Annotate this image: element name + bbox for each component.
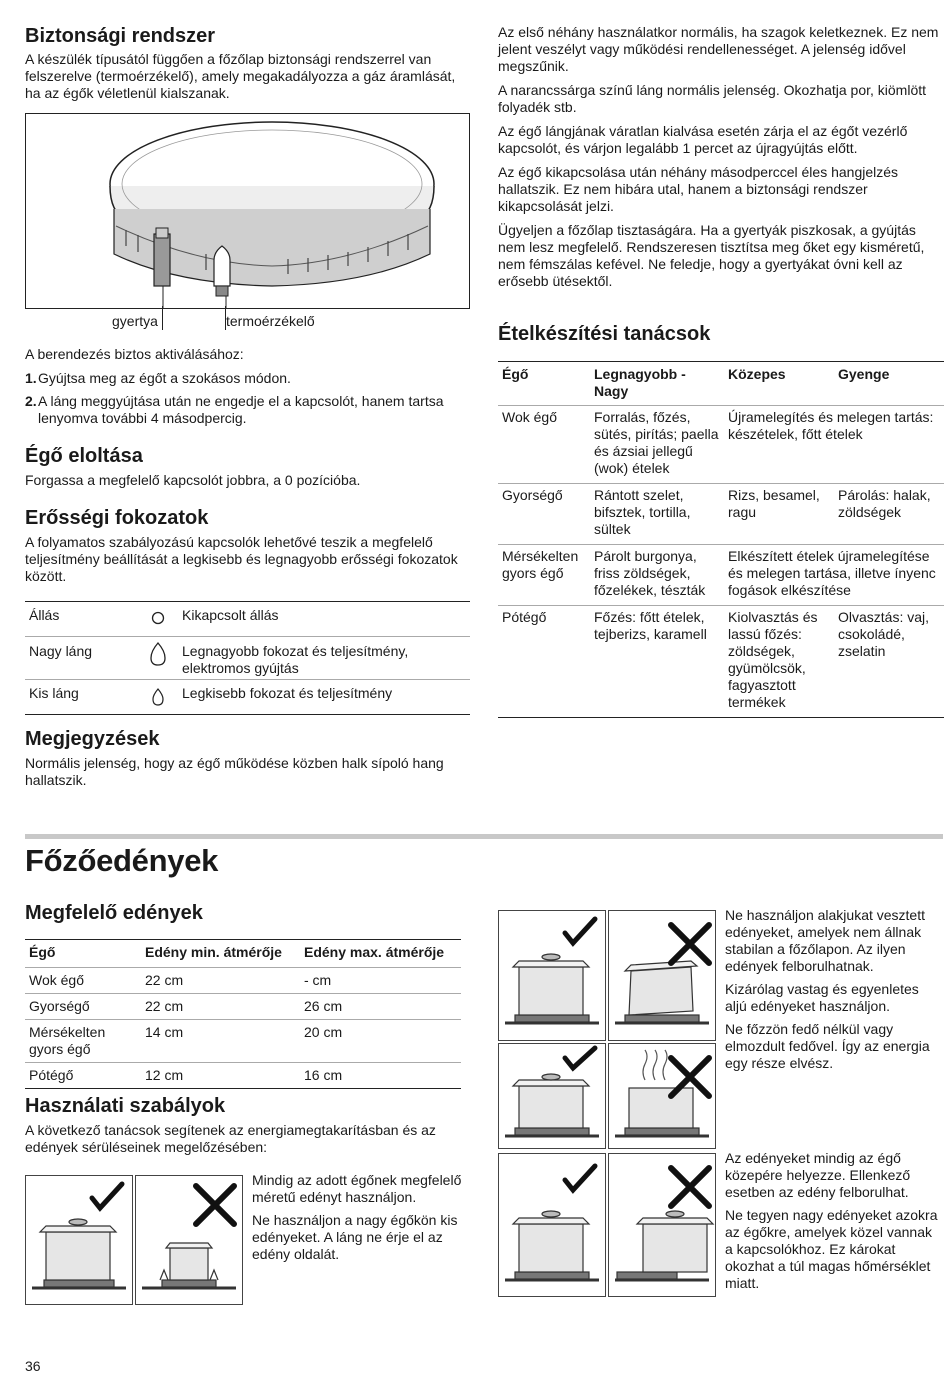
- tip-text: Ne tegyen nagy edényeket azokra az égőkre, amelyek közel vannak a kapcsolókhoz. Ez károkat okozhat a túl magas hőmérséklet miatt.: [725, 1207, 938, 1291]
- cell: Elkészített ételek újramelegítése és melegen tartása, illetve ínyenc fogások elkészítése: [728, 548, 936, 598]
- burner-illustration: [25, 113, 470, 309]
- level-desc: Legnagyobb fokozat és teljesítmény, elektromos gyújtás: [182, 643, 409, 676]
- step-number: 2.: [25, 393, 37, 409]
- cookware-table: [25, 939, 461, 1089]
- column-header: Égő: [29, 944, 56, 960]
- center-tips: [725, 1150, 943, 1292]
- extinguish-section: [25, 444, 465, 489]
- correct-pot-lid-picture: [498, 1043, 606, 1149]
- column-header: Edény max. átmérője: [304, 944, 445, 960]
- levels-section: [25, 506, 465, 585]
- step-1: [25, 370, 465, 387]
- correct-pot-centered-picture: [498, 1153, 606, 1297]
- cell: Pótégő: [29, 1067, 74, 1083]
- level-desc: Legkisebb fokozat és teljesítmény: [182, 685, 393, 701]
- shape-tips: [725, 907, 943, 1072]
- cell: Mérsékelten gyors égő: [502, 548, 579, 581]
- notes-section: [25, 727, 470, 789]
- safety-intro: A készülék típusától függően a főzőlap biztonsági rendszerrel van felszerelve (termoérzékelő), amely megakadályozza a gáz áramlását, ha az égők véletlenül kialszanak.: [25, 51, 456, 101]
- label-thermocouple: termoérzékelő: [226, 313, 315, 329]
- step-number: 1.: [25, 370, 37, 386]
- cell: Párolt burgonya, friss zöldségek, főzelékek, tészták: [594, 548, 706, 598]
- tip-text: Ne használjon alakjukat vesztett edényeket, amelyek nem állnak stabilan a főzőlapon. Az ilyen edények felborulhatnak.: [725, 907, 925, 974]
- table-row: [498, 606, 944, 718]
- level-name: Nagy láng: [29, 643, 93, 659]
- table-row: [25, 1020, 461, 1063]
- tip-text: Ne használjon a nagy égőkön kis edényeket. A láng ne érje el az edény oldalát.: [252, 1212, 458, 1262]
- correct-pot-stable-picture: [498, 910, 606, 1041]
- table-row: [25, 602, 470, 636]
- table-row: [25, 680, 470, 714]
- suitable-title: Megfelelő edények: [25, 902, 203, 924]
- cell: Főzés: főtt ételek, tejberizs, karamell: [594, 609, 707, 642]
- table-row: [498, 406, 944, 484]
- cell: Kiolvasztás és lassú főzés: zöldségek, gyümölcsök, fagyasztott termékek: [728, 609, 818, 710]
- paragraph: Az első néhány használatkor normális, ha szagok keletkeznek. Ez nem jelent veszélyt vagy működési rendellenességet. A jelenség idővel megszűnik.: [498, 24, 939, 74]
- cell: Mérsékelten gyors égő: [29, 1024, 106, 1057]
- label-candle: gyertya: [112, 313, 158, 329]
- cell: Wok égő: [502, 409, 557, 425]
- paragraph: Ügyeljen a főzőlap tisztaságára. Ha a gyertyák piszkosak, a gyújtás nem lesz megfelelő. Rendszeresen tisztítsa meg őket egy kisméretű, nem fémszálas kefével. Ne feledje, hogy a gyertyákat óvni kell az erősebb ütésektől.: [498, 222, 925, 289]
- level-name: Kis láng: [29, 685, 79, 701]
- table-row: [498, 545, 944, 606]
- levels-title: Erősségi fokozatok: [25, 507, 209, 529]
- column-header: Edény min. átmérője: [145, 944, 282, 960]
- cell: Gyorségő: [29, 998, 90, 1014]
- cell: Rizs, besamel, ragu: [728, 487, 820, 520]
- wrong-pot-size-picture: [135, 1175, 243, 1305]
- usage-intro: A következő tanácsok segítenek az energiamegtakarításban és az edények sérüléseinek megelőzésében:: [25, 1122, 436, 1155]
- extinguish-title: Égő eloltása: [25, 445, 143, 467]
- section-divider: [25, 834, 943, 839]
- column-header: Legnagyobb - Nagy: [594, 366, 686, 399]
- cooking-title: Ételkészítési tanácsok: [498, 323, 711, 345]
- activation-block: [25, 346, 465, 427]
- cell: Párolás: halak, zöldségek: [838, 487, 931, 520]
- small-flame-icon: [152, 687, 164, 711]
- tip-text: Ne főzzön fedő nélkül vagy elmozdult fedővel. Így az energia egy része elvész.: [725, 1021, 930, 1071]
- extinguish-text: Forgassa a megfelelő kapcsolót jobbra, a 0 pozícióba.: [25, 472, 361, 488]
- cell: Rántott szelet, bifsztek, tortilla, sültek: [594, 487, 691, 537]
- level-name: Állás: [29, 607, 60, 623]
- table-header-row: [498, 362, 944, 406]
- usage-section: [25, 1094, 470, 1156]
- table-row: [25, 994, 461, 1020]
- cell: 26 cm: [304, 998, 343, 1014]
- correct-pot-size-picture: [25, 1175, 133, 1305]
- pointer-line-candle: [162, 306, 163, 330]
- usage-title: Használati szabályok: [25, 1095, 226, 1117]
- off-circle-icon: [151, 611, 165, 629]
- tip-text: Az edényeket mindig az égő közepére helyezze. Ellenkező esetben az edény felborulhat.: [725, 1150, 911, 1200]
- levels-text: A folyamatos szabályozású kapcsolók lehetővé teszik a megfelelő teljesítmény beállítását a legkisebb és legnagyobb erősségi fokozatok között.: [25, 534, 458, 584]
- cell: 20 cm: [304, 1024, 343, 1040]
- notes-text: Normális jelenség, hogy az égő működése közben halk sípoló hang hallatszik.: [25, 755, 444, 788]
- table-bottom-rule: [498, 717, 944, 718]
- pointer-line-thermo: [225, 306, 226, 330]
- cooking-table: [498, 361, 944, 718]
- page-number: 36: [25, 1358, 41, 1374]
- cell: 16 cm: [304, 1067, 343, 1083]
- wrong-pot-deformed-picture: [608, 910, 716, 1041]
- cell: Wok égő: [29, 972, 84, 988]
- cell: 14 cm: [145, 1024, 184, 1040]
- table-row: [25, 968, 461, 994]
- levels-table: [25, 601, 470, 715]
- large-flame-icon: [149, 641, 167, 671]
- cell: Pótégő: [502, 609, 547, 625]
- step-2: [25, 393, 465, 427]
- column-header: Közepes: [728, 366, 786, 382]
- column-header: Gyenge: [838, 366, 890, 382]
- table-bottom-rule: [25, 714, 470, 715]
- level-desc: Kikapcsolt állás: [182, 607, 279, 623]
- cell: Forralás, főzés, sütés, pirítás; paella és ázsiai jellegű (wok) ételek: [594, 409, 719, 476]
- left-column-top: [25, 24, 465, 102]
- paragraph: Az égő kikapcsolása után néhány másodperccel éles hangjelzés hallatszik. Ez nem hibára utal, hanem a biztonsági rendszer kikapcsolását jelzi.: [498, 164, 899, 214]
- cell: Újramelegítés és melegen tartás: készételek, főtt ételek: [728, 409, 934, 442]
- paragraph: Az égő lángjának váratlan kialvása esetén zárja el az égőt vezérlő kapcsolót, és várjon legalább 1 percet az újragyújtás előtt.: [498, 123, 908, 156]
- right-column-notes: [498, 24, 943, 290]
- wrong-pot-offcenter-picture: [608, 1153, 716, 1297]
- table-row: [25, 637, 470, 679]
- step-text: Gyújtsa meg az égőt a szokásos módon.: [38, 370, 291, 386]
- cookware-title: Főzőedények: [25, 843, 219, 878]
- tip-text: Mindig az adott égőnek megfelelő méretű edényt használjon.: [252, 1172, 462, 1205]
- tip-text: Kizárólag vastag és egyenletes aljú edényeket használjon.: [725, 981, 919, 1014]
- cell: Gyorségő: [502, 487, 563, 503]
- activate-intro: A berendezés biztos aktiválásához:: [25, 346, 244, 362]
- paragraph: A narancssárga színű láng normális jelenség. Okozhatja por, kiömlött folyadék stb.: [498, 82, 927, 115]
- table-header-row: [25, 940, 461, 968]
- column-header: Égő: [502, 366, 529, 382]
- wrong-pot-no-lid-picture: [608, 1043, 716, 1149]
- table-bottom-rule: [25, 1088, 461, 1089]
- notes-title: Megjegyzések: [25, 728, 160, 750]
- cell: 12 cm: [145, 1067, 184, 1083]
- step-text: A láng meggyújtása után ne engedje el a kapcsolót, hanem tartsa lenyomva további 4 másodpercig.: [38, 393, 444, 426]
- safety-title: Biztonsági rendszer: [25, 25, 216, 47]
- cell: 22 cm: [145, 998, 184, 1014]
- size-tips: [252, 1172, 467, 1263]
- cell: - cm: [304, 972, 332, 988]
- table-row: [25, 1063, 461, 1089]
- cell: Olvasztás: vaj, csokoládé, zselatin: [838, 609, 930, 659]
- table-row: [498, 484, 944, 545]
- cell: 22 cm: [145, 972, 184, 988]
